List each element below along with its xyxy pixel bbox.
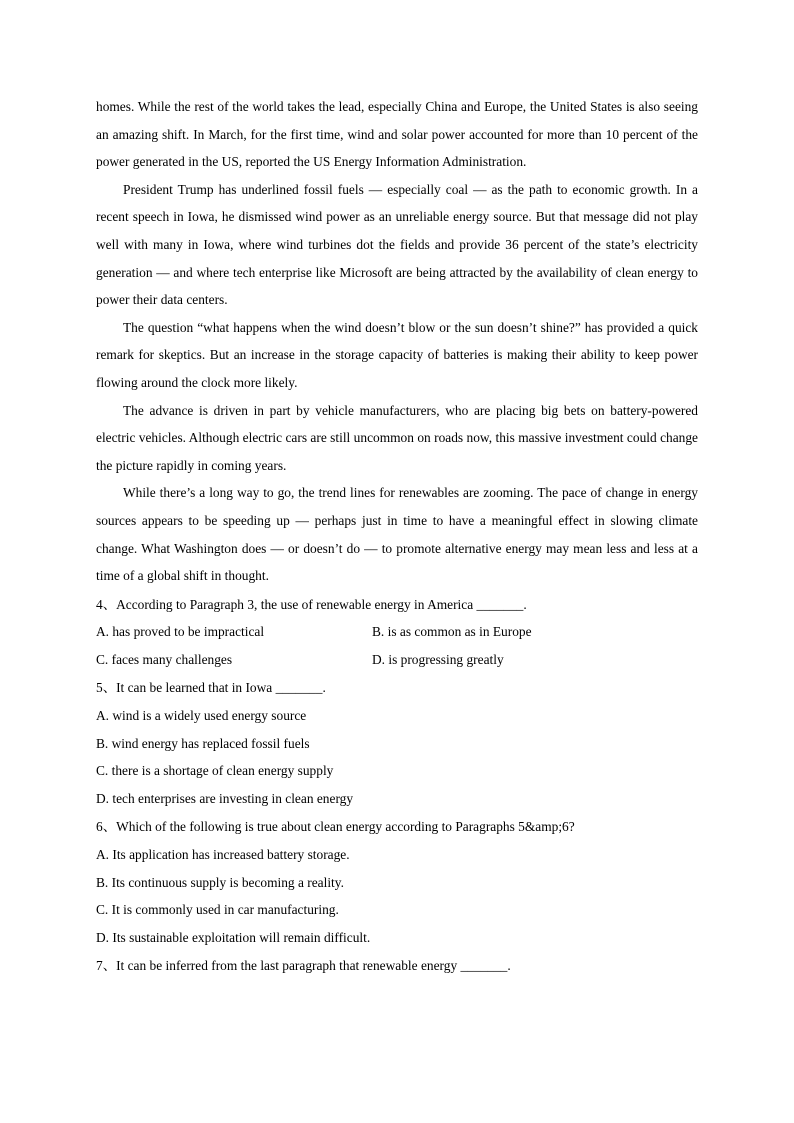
option-d: D. Its sustainable exploitation will remain difficult.	[96, 929, 371, 945]
option-c: C. It is commonly used in car manufacturing.	[96, 902, 339, 918]
option-c: C. there is a shortage of clean energy supply	[96, 763, 334, 779]
option-d: D. is progressing greatly	[372, 651, 504, 667]
question-stem: 7、It can be inferred from the last paragraph that renewable energy _______.	[96, 958, 511, 974]
passage-paragraph-3: The question “what happens when the wind doesn’t blow or the sun doesn’t shine?” has provided a quick remark for skeptics. But an increase in the storage capacity of batteries is making their ability to keep power flowing around the clock more likely.	[96, 319, 698, 390]
passage-paragraph-1: homes. While the rest of the world takes the lead, especially China and Europe, the United States is also seeing an amazing shift. In March, for the first time, wind and solar power accounted for more than 10 percent of the power generated in the US, reported the US Energy Information Administration.	[96, 99, 698, 170]
question-5	[96, 673, 698, 812]
question-4	[96, 590, 698, 674]
option-a: A. wind is a widely used energy source	[96, 708, 307, 724]
passage-paragraph-4: The advance is driven in part by vehicle manufacturers, who are placing big bets on battery-powered electric vehicles. Although electric cars are still uncommon on roads now, this massive investment could change the picture rapidly in coming years.	[96, 402, 698, 473]
question-stem: 4、According to Paragraph 3, the use of renewable energy in America _______.	[96, 596, 527, 612]
passage-paragraph-5: While there’s a long way to go, the trend lines for renewables are zooming. The pace of change in energy sources appears to be speeding up — perhaps just in time to have a meaningful effect in slowing climate change. What Washington does — or doesn’t do — to promote alternative energy may mean less and less at a time of a global shift in thought.	[96, 485, 698, 584]
option-d: D. tech enterprises are investing in clean energy	[96, 790, 354, 806]
options-row	[96, 646, 698, 674]
question-stem: 5、It can be learned that in Iowa _______.	[96, 680, 326, 696]
option-b: B. wind energy has replaced fossil fuels	[96, 735, 310, 751]
option-c: C. faces many challenges	[96, 651, 233, 667]
question-stem: 6、Which of the following is true about clean energy according to Paragraphs 5&amp;6?	[96, 819, 575, 835]
option-a: A. Its application has increased battery storage.	[96, 847, 350, 863]
option-b: B. Its continuous supply is becoming a reality.	[96, 874, 344, 890]
question-7	[96, 951, 698, 980]
options-row	[96, 618, 698, 646]
option-b: B. is as common as in Europe	[372, 624, 532, 640]
passage-paragraph-2: President Trump has underlined fossil fuels — especially coal — as the path to economic growth. In a recent speech in Iowa, he dismissed wind power as an unreliable energy source. But that message did not play well with many in Iowa, where wind turbines dot the fields and provide 36 percent of the state’s electricity generation — and where tech enterprise like Microsoft are being attracted by the availability of clean energy to power their data centers.	[96, 181, 698, 308]
document-page	[96, 93, 698, 980]
option-a: A. has proved to be impractical	[96, 624, 265, 640]
question-6	[96, 812, 698, 951]
